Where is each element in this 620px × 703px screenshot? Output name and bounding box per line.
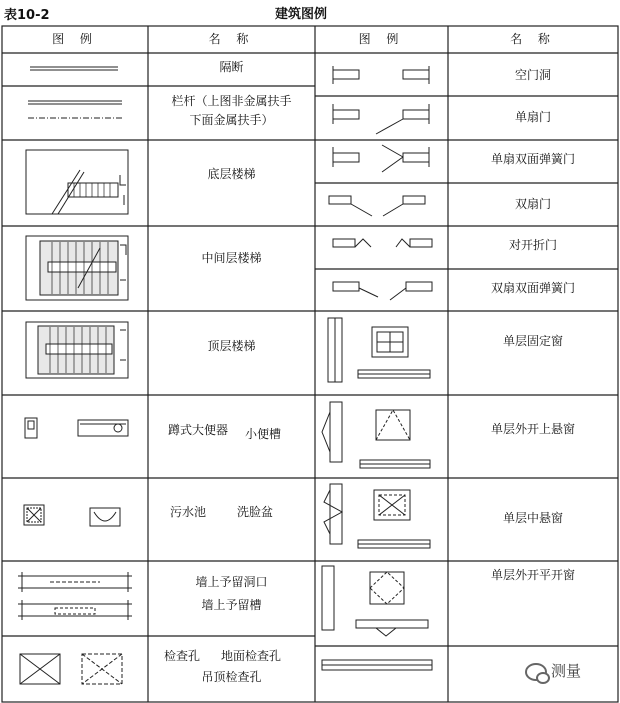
watermark — [525, 660, 615, 688]
middle-stair-symbol — [26, 236, 128, 300]
name-wall-opening: 墙上予留洞口 — [195, 575, 268, 589]
name-floor-inspection-hole: 地面检查孔 — [221, 649, 282, 663]
top-stair-symbol — [26, 322, 128, 378]
wechat-icon — [525, 663, 547, 681]
name-folding-door: 对开折门 — [508, 238, 557, 252]
name-single-swing-door: 单扇双面弹簧门 — [490, 152, 575, 166]
table-number: 表10-2 — [4, 8, 50, 23]
empty-doorway-symbol — [333, 66, 429, 84]
ground-stair-symbol — [26, 150, 128, 214]
name-railing-line1: 栏杆（上图非金属扶手 — [171, 94, 292, 108]
header-name-left: 名 称 — [208, 32, 255, 46]
name-ceiling-inspection-hole: 吊顶检查孔 — [201, 670, 262, 684]
fixed-window-symbol — [328, 318, 430, 382]
name-double-swing-door: 双扇双面弹簧门 — [490, 281, 575, 295]
name-partition: 隔断 — [219, 60, 244, 74]
name-railing-line2: 下面金属扶手） — [189, 113, 274, 127]
ceiling-inspection-hole-symbol — [82, 654, 122, 684]
partition-symbol — [30, 67, 118, 70]
railing-symbol — [28, 101, 122, 118]
name-center-pivot-window: 单层中悬窗 — [502, 511, 563, 525]
wall-groove-symbol — [18, 600, 132, 620]
header-name-right: 名 称 — [510, 32, 556, 46]
single-door-symbol — [333, 104, 429, 134]
name-fixed-window: 单层固定窗 — [502, 334, 563, 348]
sink-symbol — [24, 505, 44, 525]
center-pivot-window-symbol — [324, 484, 430, 548]
single-swing-door-symbol — [333, 145, 429, 172]
name-double-door: 双扇门 — [514, 197, 551, 211]
urinal-trough-symbol — [78, 420, 128, 436]
name-washbasin: 洗脸盆 — [237, 505, 274, 519]
squat-toilet-symbol — [25, 418, 37, 438]
name-ground-stair: 底层楼梯 — [207, 167, 256, 181]
name-top-stair: 顶层楼梯 — [207, 339, 256, 353]
header-symbol-right: 图 例 — [358, 32, 405, 46]
name-squat-toilet: 蹲式大便器 — [168, 423, 229, 437]
header-symbol-left: 图 例 — [52, 32, 98, 46]
name-wall-groove: 墙上予留槽 — [201, 598, 262, 612]
window-last-symbol — [322, 660, 432, 670]
name-inspection-hole: 检查孔 — [164, 649, 201, 663]
name-top-hung-window: 单层外开上悬窗 — [490, 422, 575, 436]
casement-window-symbol — [322, 566, 428, 636]
watermark-text: 测量 — [551, 662, 582, 680]
name-sink: 污水池 — [170, 505, 207, 519]
top-hung-window-symbol — [322, 402, 430, 468]
floor-inspection-hole-symbol — [20, 654, 60, 684]
washbasin-symbol — [90, 508, 120, 526]
name-urinal-trough: 小便槽 — [245, 427, 282, 441]
wall-opening-symbol — [18, 572, 132, 592]
name-middle-stair: 中间层楼梯 — [201, 251, 262, 265]
folding-door-symbol — [333, 239, 432, 247]
name-empty-doorway: 空门洞 — [514, 68, 551, 82]
double-swing-door-symbol — [333, 282, 432, 300]
name-single-door: 单扇门 — [514, 110, 551, 124]
name-casement-window: 单层外开平开窗 — [490, 568, 575, 582]
table-title: 建筑图例 — [275, 7, 328, 22]
double-door-symbol — [329, 196, 425, 216]
